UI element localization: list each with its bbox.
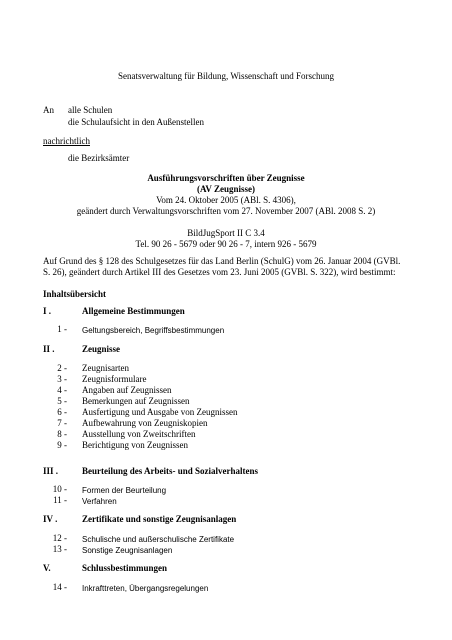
toc-heading: Inhaltsübersicht — [43, 289, 107, 299]
reference-code: BildJugSport II C 3.4 — [187, 228, 265, 238]
recipient-district-offices: die Bezirksämter — [68, 153, 130, 163]
toc-item-number: 8 - — [57, 429, 67, 439]
toc-item-number: 7 - — [57, 418, 67, 428]
preamble-line-1: Auf Grund des § 128 des Schulgesetzes für das Land Berlin (SchulG) vom 26. Januar 2004 (GVBl. — [43, 256, 401, 266]
toc-item-text: Inkrafttreten, Übergangsregelungen — [82, 584, 209, 593]
document-short-title: (AV Zeugnisse) — [197, 184, 255, 194]
toc-item-number: 9 - — [57, 440, 67, 450]
toc-item-number: 1 - — [57, 324, 67, 334]
toc-section-title: Beurteilung des Arbeits- und Sozialverhaltens — [82, 466, 259, 476]
toc-item-text: Verfahren — [82, 497, 117, 506]
toc-item-text: Berichtigung von Zeugnissen — [82, 440, 188, 450]
recipient-school-supervision: die Schulaufsicht in den Außenstellen — [68, 117, 204, 127]
recipient-label: An — [43, 105, 54, 115]
toc-item-text: Angaben auf Zeugnissen — [82, 385, 172, 395]
toc-section-title: Allgemeine Bestimmungen — [82, 306, 185, 316]
toc-item-text: Zeugnisarten — [82, 363, 129, 373]
toc-section-title: Zeugnisse — [82, 344, 121, 354]
document-amendment: geändert durch Verwaltungsvorschriften vom 27. November 2007 (ABl. 2008 S. 2) — [76, 206, 376, 216]
cc-label: nachrichtlich — [43, 136, 90, 146]
toc-item-number: 3 - — [57, 374, 67, 384]
toc-section-title: Zertifikate und sonstige Zeugnisanlagen — [82, 514, 237, 524]
toc-section-number: III . — [43, 466, 59, 476]
toc-section-number: IV . — [43, 514, 58, 524]
toc-item-text: Aufbewahrung von Zeugniskopien — [82, 418, 208, 428]
toc-section-number: V. — [43, 563, 51, 573]
toc-section-number: I . — [43, 306, 52, 316]
toc-item-number: 2 - — [57, 363, 67, 373]
toc-item-text: Geltungsbereich, Begriffsbestimmungen — [82, 326, 225, 335]
issuing-authority: Senatsverwaltung für Bildung, Wissenschaft und Forschung — [118, 71, 334, 81]
toc-item-number: 10 - — [52, 484, 67, 494]
toc-item-number: 13 - — [52, 544, 67, 554]
toc-item-number: 11 - — [53, 495, 67, 505]
toc-item-text: Schulische und außerschulische Zertifikate — [82, 535, 235, 544]
toc-item-number: 5 - — [57, 396, 67, 406]
toc-item-number: 6 - — [57, 407, 67, 417]
preamble-line-2: S. 26), geändert durch Artikel III des Gesetzes vom 23. Juni 2005 (GVBl. S. 322), wird bestimmt: — [43, 267, 396, 277]
toc-item-text: Sonstige Zeugnisanlagen — [82, 546, 173, 555]
toc-item-text: Bemerkungen auf Zeugnissen — [82, 396, 190, 406]
toc-item-number: 12 - — [52, 533, 67, 543]
toc-item-text: Formen der Beurteilung — [82, 486, 167, 495]
document-date: Vom 24. Oktober 2005 (ABl. S. 4306), — [156, 195, 296, 205]
toc-item-number: 14 - — [52, 582, 67, 592]
toc-item-text: Ausfertigung und Ausgabe von Zeugnissen — [82, 407, 238, 417]
toc-item-number: 4 - — [57, 385, 67, 395]
toc-item-text: Ausstellung von Zweitschriften — [82, 429, 196, 439]
toc-section-number: II . — [43, 344, 55, 354]
document-title: Ausführungsvorschriften über Zeugnisse — [147, 173, 305, 183]
toc-item-text: Zeugnisformulare — [82, 374, 147, 384]
recipient-schools: alle Schulen — [68, 105, 113, 115]
reference-telephone: Tel. 90 26 - 5679 oder 90 26 - 7, intern 926 - 5679 — [135, 239, 317, 249]
toc-section-title: Schlussbestimmungen — [82, 563, 168, 573]
